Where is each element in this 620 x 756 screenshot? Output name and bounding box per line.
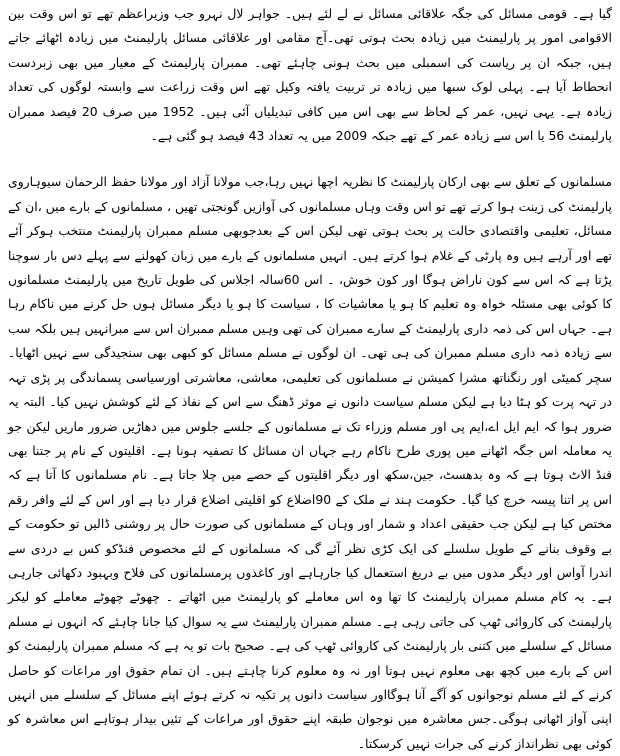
article-paragraph: گیا ہے۔ قومی مسائل کی جگہ علاقائی مسائل نے لے لئے ہیں۔ جواہر لال نہرو جب وزیراعظم تھے تو اس وقت بین الاقوامی امور پر پارلیمنٹ میں زیادہ بحث ہوتی تھی۔آج مقامی اور علاقائی مسائل پارلیمنٹ میں زیادہ اٹھائے جاتے ہیں، جبکہ ان پر ریاست کی اسمبلی میں بحث ہونی چاہئے تھی۔ ممبران پارلیمنٹ کے معیار میں بھی زبردست انحطاط آیا ہے۔ پہلی لوک سبھا میں زیادہ تر تربیت یافتہ وکیل تھے اس وقت زراعت سے وابستہ لوگوں کی تعداد زیادہ ہے۔ یہی نہیں، عمر کے لحاظ سے بھی اس میں کافی تبدیلیاں آئی ہیں۔ 1952 میں صرف 20 فیصد ممبران پارلیمنٹ 56 یا اس سے زیادہ عمر کے تھے جبکہ 2009 میں یہ تعداد 43 فیصد ہو گئی ہے۔ [8, 6, 612, 144]
article-paragraph: مسلمانوں کے تعلق سے بھی ارکان پارلیمنٹ کا نظریہ اچھا نہیں رہا،جب مولانا آزاد اور مولانا حفظ الرحمان سیوہاروی پارلیمنٹ کی زینت ہوا کرتے تھے تو اس وقت وہاں مسلمانوں کی آوازیں گونجتی تھیں ، مسلمانوں کے بارے میں ،ان کے مسائل، تعلیمی واقتصادی حالت پر بحث ہوتی تھی لیکن اس کے بعدجوبھی مسلم ممبران پارلیمنٹ منتخب ہوکر آئے تھے اور آرہے ہیں وہ پارٹی کے غلام ہوا کرتے ہیں۔ انہیں مسلمانوں کے بارے میں زبان کھولنے سے پہلے دس بار سوچنا پڑتا ہے کہ اس سے کون ناراض ہوگا اور کون خوش، ۔ اس 60سالہ اجلاس کی طویل تاریخ میں پارلیمنٹ مسلمانوں کا کوئی بھی مسئلہ خواہ وہ تعلیم کا ہو یا معاشیات کا ، سیاست کا ہو یا دیگر مسائل ہوں حل کرنے میں ناکام رہا ہے۔ جہاں اس کی ذمہ داری پارلیمنٹ کے سارے ممبران کی تھی وہیں مسلم ممبران اس سے مبرانہیں ہیں بلکہ سب سے زیادہ ذمہ داری مسلم ممبران کی ہی تھی۔ ان لوگوں نے مسلم مسائل کو کبھی بھی سنجیدگی سے نہیں اٹھایا۔ سچر کمیٹی اور رنگناتھ مشرا کمیشن نے مسلمانوں کی تعلیمی، معاشی، معاشرتی اورسیاسی پسماندگی پر پڑی تہہ در تہہ پرت کو ہٹا دیا ہے لیکن مسلم سیاست دانوں نے موثر ڈھنگ سے اس کے نفاذ کے لئے کوشش نہیں کیا۔ البتہ یہ ضرور ہوا کہ ایم ایل اے،ایم پی اور مسلم وزراء تک نے مسلمانوں کے جلسے جلوس میں دھاڑیں ضرور ماریں لیکن جو یہ معاملہ اس جگہ اٹھانے میں پوری طرح ناکام رہے جہاں ان مسائل کا تصفیہ ہونا ہے۔ اقلیتوں کے نام پر جتنا بھی فنڈ الاٹ ہوتا ہے کہ وہ بدھسٹ، جین،سکھ اور دیگر اقلیتوں کے حصے میں چلا جاتا ہے۔ نام مسلمانوں کا آتا ہے کہ اس پر اتنا پیسہ خرچ کیا گیا۔ حکومت ہند نے ملک کے 90اضلاع کو اقلیتی اضلاع قرار دیا ہے اور اس کے لئے وافر رقم مختص کیا ہے لیکن جب حقیقی اعداد و شمار اور وہاں کے مسلمانوں کی صورت حال پر روشنی ڈالیں تو حکومت کے بے وقوف بنانے کے طویل سلسلے کی ایک کڑی نظر آئے گی کہ مسلمانوں کے لئے مخصوص فنڈکو کس بے دردی سے اندرا آواس اور دیگر مدوں میں بے دریغ استعمال کیا جارہاہے اور کاغذوں پرمسلمانوں کی فلاح وبہبود دکھائی جارہی ہے۔ یہ کام مسلم ممبران پارلیمنٹ کا تھا وہ اس معاملے کو پارلیمنٹ میں اٹھاتے ۔ چھوٹے چھوٹے معاملے کو لیکر پارلیمنٹ کی کاروائی ٹھپ کی جاتی رہی ہے۔ مسلم ممبران پارلیمنٹ سے یہ سوال کیا جانا چاہئے کہ انہوں نے مسلم مسائل کے سلسلے میں کتنی بار پارلیمنٹ کی کاروائی ٹھپ کی ہے۔ صحیح بات تو یہ ہے کہ مسلم ممبران پارلیمنٹ کو اس کے بارے میں کچھ بھی معلوم نہیں ہوتا اور نہ وہ معلوم کرنا چاہتے ہیں۔ ان تمام حقوق اور مراعات کو حاصل کرنے کے لئے مسلم نوجوانوں کو آگے آنا ہوگااور سیاست دانوں پر تکیہ نہ کرتے ہوئے اپنے مسائل کے سلسلے میں انہیں اپنی آواز اٹھانی ہوگی۔جس معاشرہ میں نوجوان طبقہ اپنے حقوق اور مراعات کے تئیں بیدار ہوتاہے اس معاشرہ کو کوئی بھی نظرانداز کرنے کی جرات نہیں کرسکتا۔ [8, 174, 612, 751]
paragraph-spacer [8, 148, 612, 170]
